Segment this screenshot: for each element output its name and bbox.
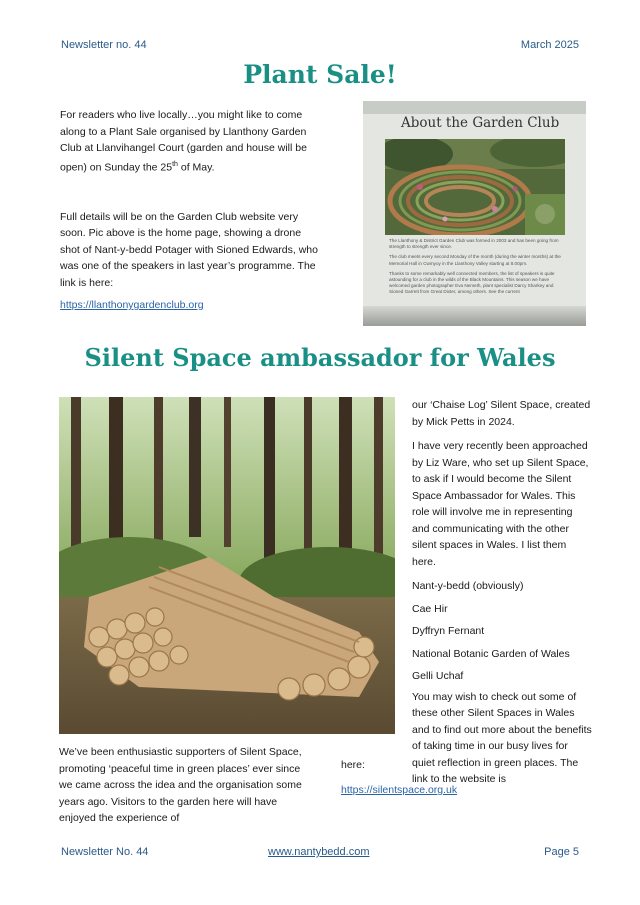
ambassador-paragraph: I have very recently been approached by Liz Ware, who set up Silent Space, to ask if I would become the Silent Space Ambassador for Wales. This role will involve me in representing and communicating with the other silent spaces in Wales. I list them here.: [412, 440, 589, 568]
club-description-2: The club meets every second Monday of the month (during the winter months) at the Memorial Hall in Cwmyoy in the Llanthony Valley starting at 8.00pm.: [389, 254, 561, 266]
list-item: Dyffryn Fernant: [412, 625, 485, 637]
garden-club-website-screenshot: [363, 101, 586, 326]
drone-potager-photo: [385, 139, 565, 235]
club-description-1: The Llanthony & District Garden Club was formed in 2003 and has been going from strength to strength ever since.: [389, 238, 559, 250]
browser-bar: [363, 101, 586, 114]
club-description: [389, 238, 564, 296]
silent-spaces-list: [412, 578, 592, 685]
silent-space-right-column: [412, 397, 592, 788]
list-item: Cae Hir: [412, 602, 448, 615]
newsletter-date: March 2025: [520, 39, 579, 51]
footer-issue: Newsletter No. 44: [61, 846, 149, 858]
about-garden-club-heading: About the Garden Club: [401, 115, 560, 131]
screen-edge: [363, 306, 586, 326]
chaise-log-caption: our ‘Chaise Log’ Silent Space, created by Mick Petts in 2024.: [412, 399, 591, 428]
footer-website-link[interactable]: www.nantybedd.com: [268, 846, 370, 858]
here-label: here:: [341, 759, 365, 771]
plant-sale-paragraph-1: For readers who live locally…you might like to come along to a Plant Sale organised by Llanthony Garden Club at Llanvihangel Court (garden and house will be open) on Sunday the 25th of May.: [60, 109, 307, 173]
garden-club-link[interactable]: https://llanthonygardenclub.org: [60, 299, 204, 311]
list-item: Nant-y-bedd (obviously): [412, 580, 524, 592]
silent-space-title: Silent Space ambassador for Wales: [84, 343, 556, 372]
plant-sale-text: [60, 107, 320, 314]
club-description-3: Thanks to some remarkably well connected members, the list of speakers is quite astounding for a club in the wilds of the Black Mountains. This season we have welcomed garden photographer Eva Nemeth, plant specialist Darcy Sharkey and Sioned Garrett from Great Dixter, among others. See the current: [389, 270, 555, 295]
supporters-paragraph: We’ve been enthusiastic supporters of Silent Space, promoting ‘peaceful time in green places’ ever since we came across the idea and the organisation some years ago. Visitors to the garden here will have enjoyed the experience of: [59, 746, 302, 824]
plant-sale-title: Plant Sale!: [243, 60, 397, 89]
newsletter-issue: Newsletter no. 44: [61, 39, 147, 51]
other-spaces-paragraph: You may wish to check out some of these other Silent Spaces in Wales and to find out more about the benefits of taking time in our busy lives for quiet reflection in green places. The link to the website is: [412, 690, 592, 785]
plant-sale-paragraph-2: Full details will be on the Garden Club website very soon. Pic above is the home page, showing a drone shot of Nant-y-bedd Potager with Sioned Edwards, who was one of the speakers in last year’s programme. The link is here:: [60, 210, 318, 289]
chaise-log-photo: [59, 397, 395, 734]
list-item: National Botanic Garden of Wales: [412, 647, 570, 660]
page-number: Page 5: [544, 846, 579, 858]
silent-space-link[interactable]: https://silentspace.org.uk: [341, 784, 458, 796]
list-item: Gelli Uchaf: [412, 670, 464, 682]
